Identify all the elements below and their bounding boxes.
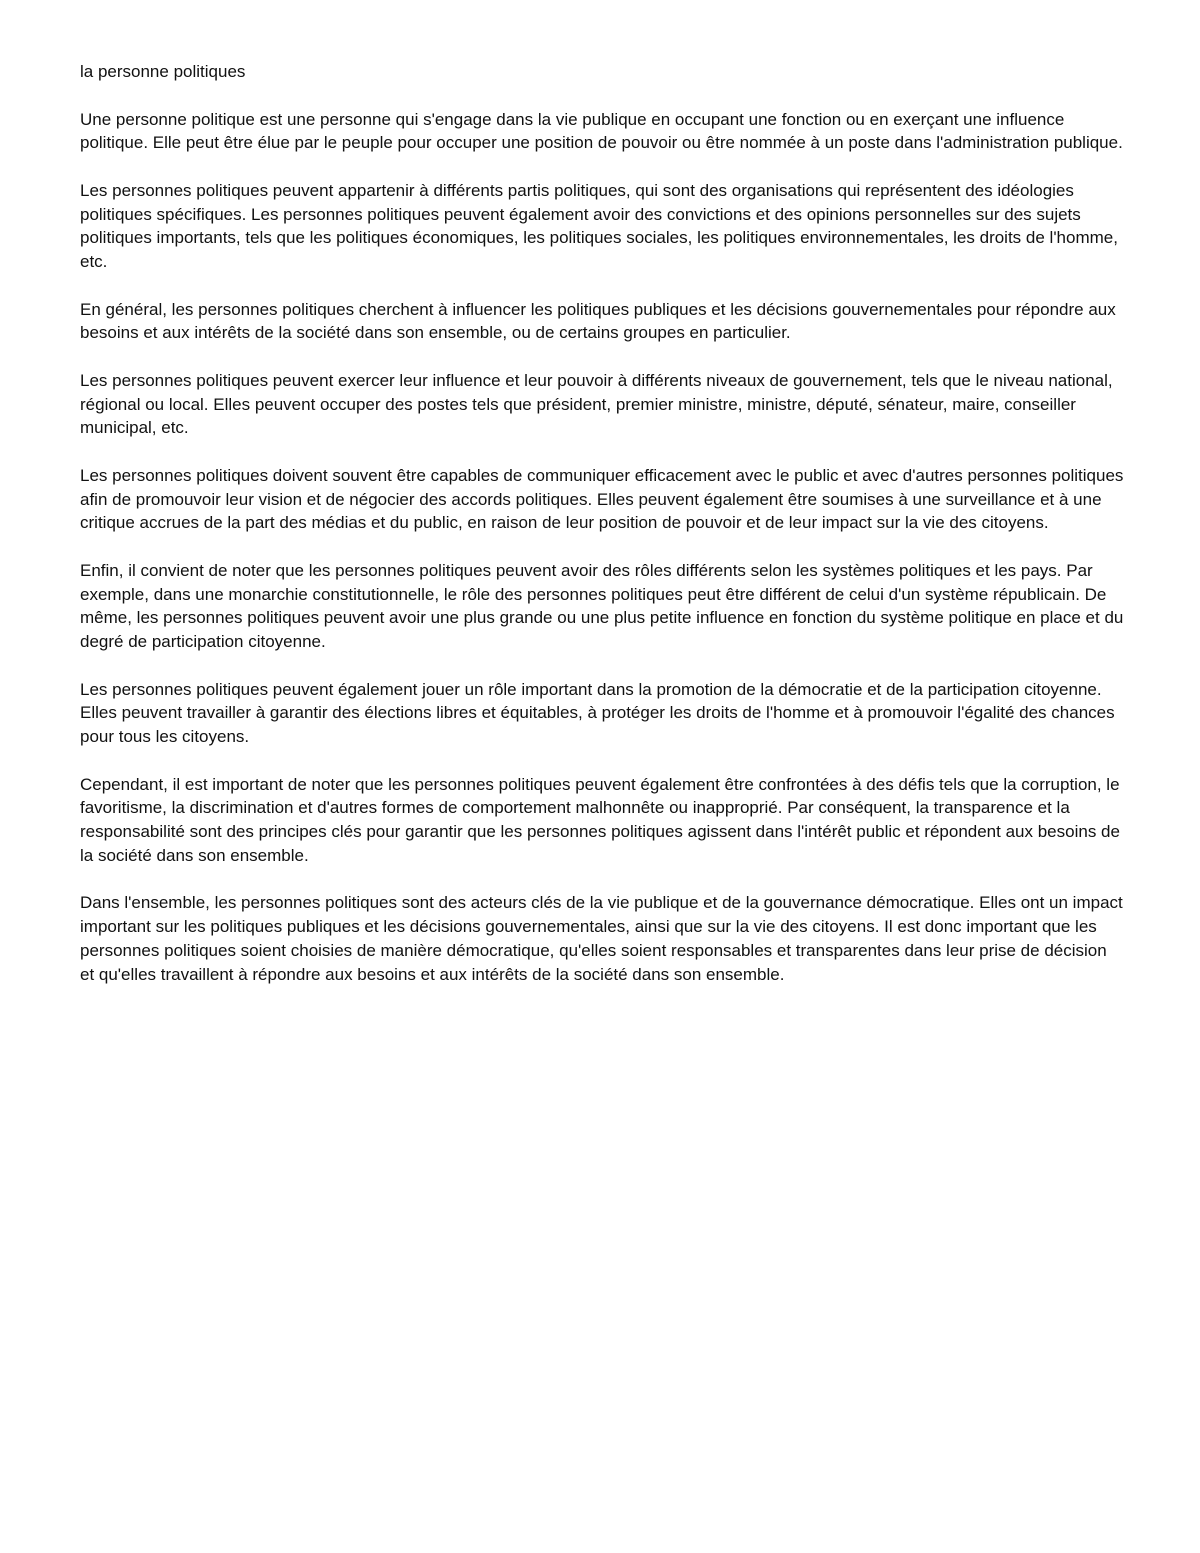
paragraph-4: Les personnes politiques peuvent exercer leur influence et leur pouvoir à différents niveaux de gouvernement, tels que le niveau national, régional ou local. Elles peuvent occuper des postes tels que président, premier ministre, ministre, député, sénateur, maire, conseiller municipal, etc. [80,370,1113,438]
paragraph-7: Les personnes politiques peuvent également jouer un rôle important dans la promotion de la démocratie et de la participation citoyenne. Elles peuvent travailler à garantir des élections libres et équitables, à protéger les droits de l'homme et à promouvoir l'égalité des chances pour tous les citoyens. [80,679,1115,746]
paragraph-8: Cependant, il est important de noter que les personnes politiques peuvent également être confrontées à des défis tels que la corruption, le favoritisme, la discrimination et d'autres formes de comportement malhonnête ou inapproprié. Par conséquent, la transparence et la responsabilité sont des principes clés pour garantir que les personnes politiques agissent dans l'intérêt public et répondent aux besoins de la société dans son ensemble. [80,774,1120,865]
paragraph-2: Les personnes politiques peuvent appartenir à différents partis politiques, qui sont des organisations qui représentent des idéologies politiques spécifiques. Les personnes politiques peuvent également avoir des convictions et des opinions personnelles sur des sujets politiques importants, tels que les politiques économiques, les politiques sociales, les politiques environnementales, les droits de l'homme, etc. [80,180,1118,271]
paragraph-6: Enfin, il convient de noter que les personnes politiques peuvent avoir des rôles différents selon les systèmes politiques et les pays. Par exemple, dans une monarchie constitutionnelle, le rôle des personnes politiques peut être différent de celui d'un système républicain. De même, les personnes politiques peuvent avoir une plus grande ou une plus petite influence en fonction du système politique en place et du degré de participation citoyenne. [80,560,1124,651]
document-body [80,60,1125,1010]
paragraph-5: Les personnes politiques doivent souvent être capables de communiquer efficacement avec le public et avec d'autres personnes politiques afin de promouvoir leur vision et de négocier des accords politiques. Elles peuvent également être soumises à une surveillance et à une critique accrues de la part des médias et du public, en raison de leur position de pouvoir et de leur impact sur la vie des citoyens. [80,465,1124,533]
paragraph-3: En général, les personnes politiques cherchent à influencer les politiques publiques et les décisions gouvernementales pour répondre aux besoins et aux intérêts de la société dans son ensemble, ou de certains groupes en particulier. [80,299,1116,343]
paragraph-9: Dans l'ensemble, les personnes politiques sont des acteurs clés de la vie publique et de la gouvernance démocratique. Elles ont un impact important sur les politiques publiques et les décisions gouvernementales, ainsi que sur la vie des citoyens. Il est donc important que les personnes politiques soient choisies de manière démocratique, qu'elles soient responsables et transparentes dans leur prise de décision et qu'elles travaillent à répondre aux besoins et aux intérêts de la société dans son ensemble. [80,893,1123,984]
paragraph-1: Une personne politique est une personne qui s'engage dans la vie publique en occupant une fonction ou en exerçant une influence politique. Elle peut être élue par le peuple pour occuper une position de pouvoir ou être nommée à un poste dans l'administration publique. [80,109,1123,153]
document-title: la personne politiques [80,62,246,81]
